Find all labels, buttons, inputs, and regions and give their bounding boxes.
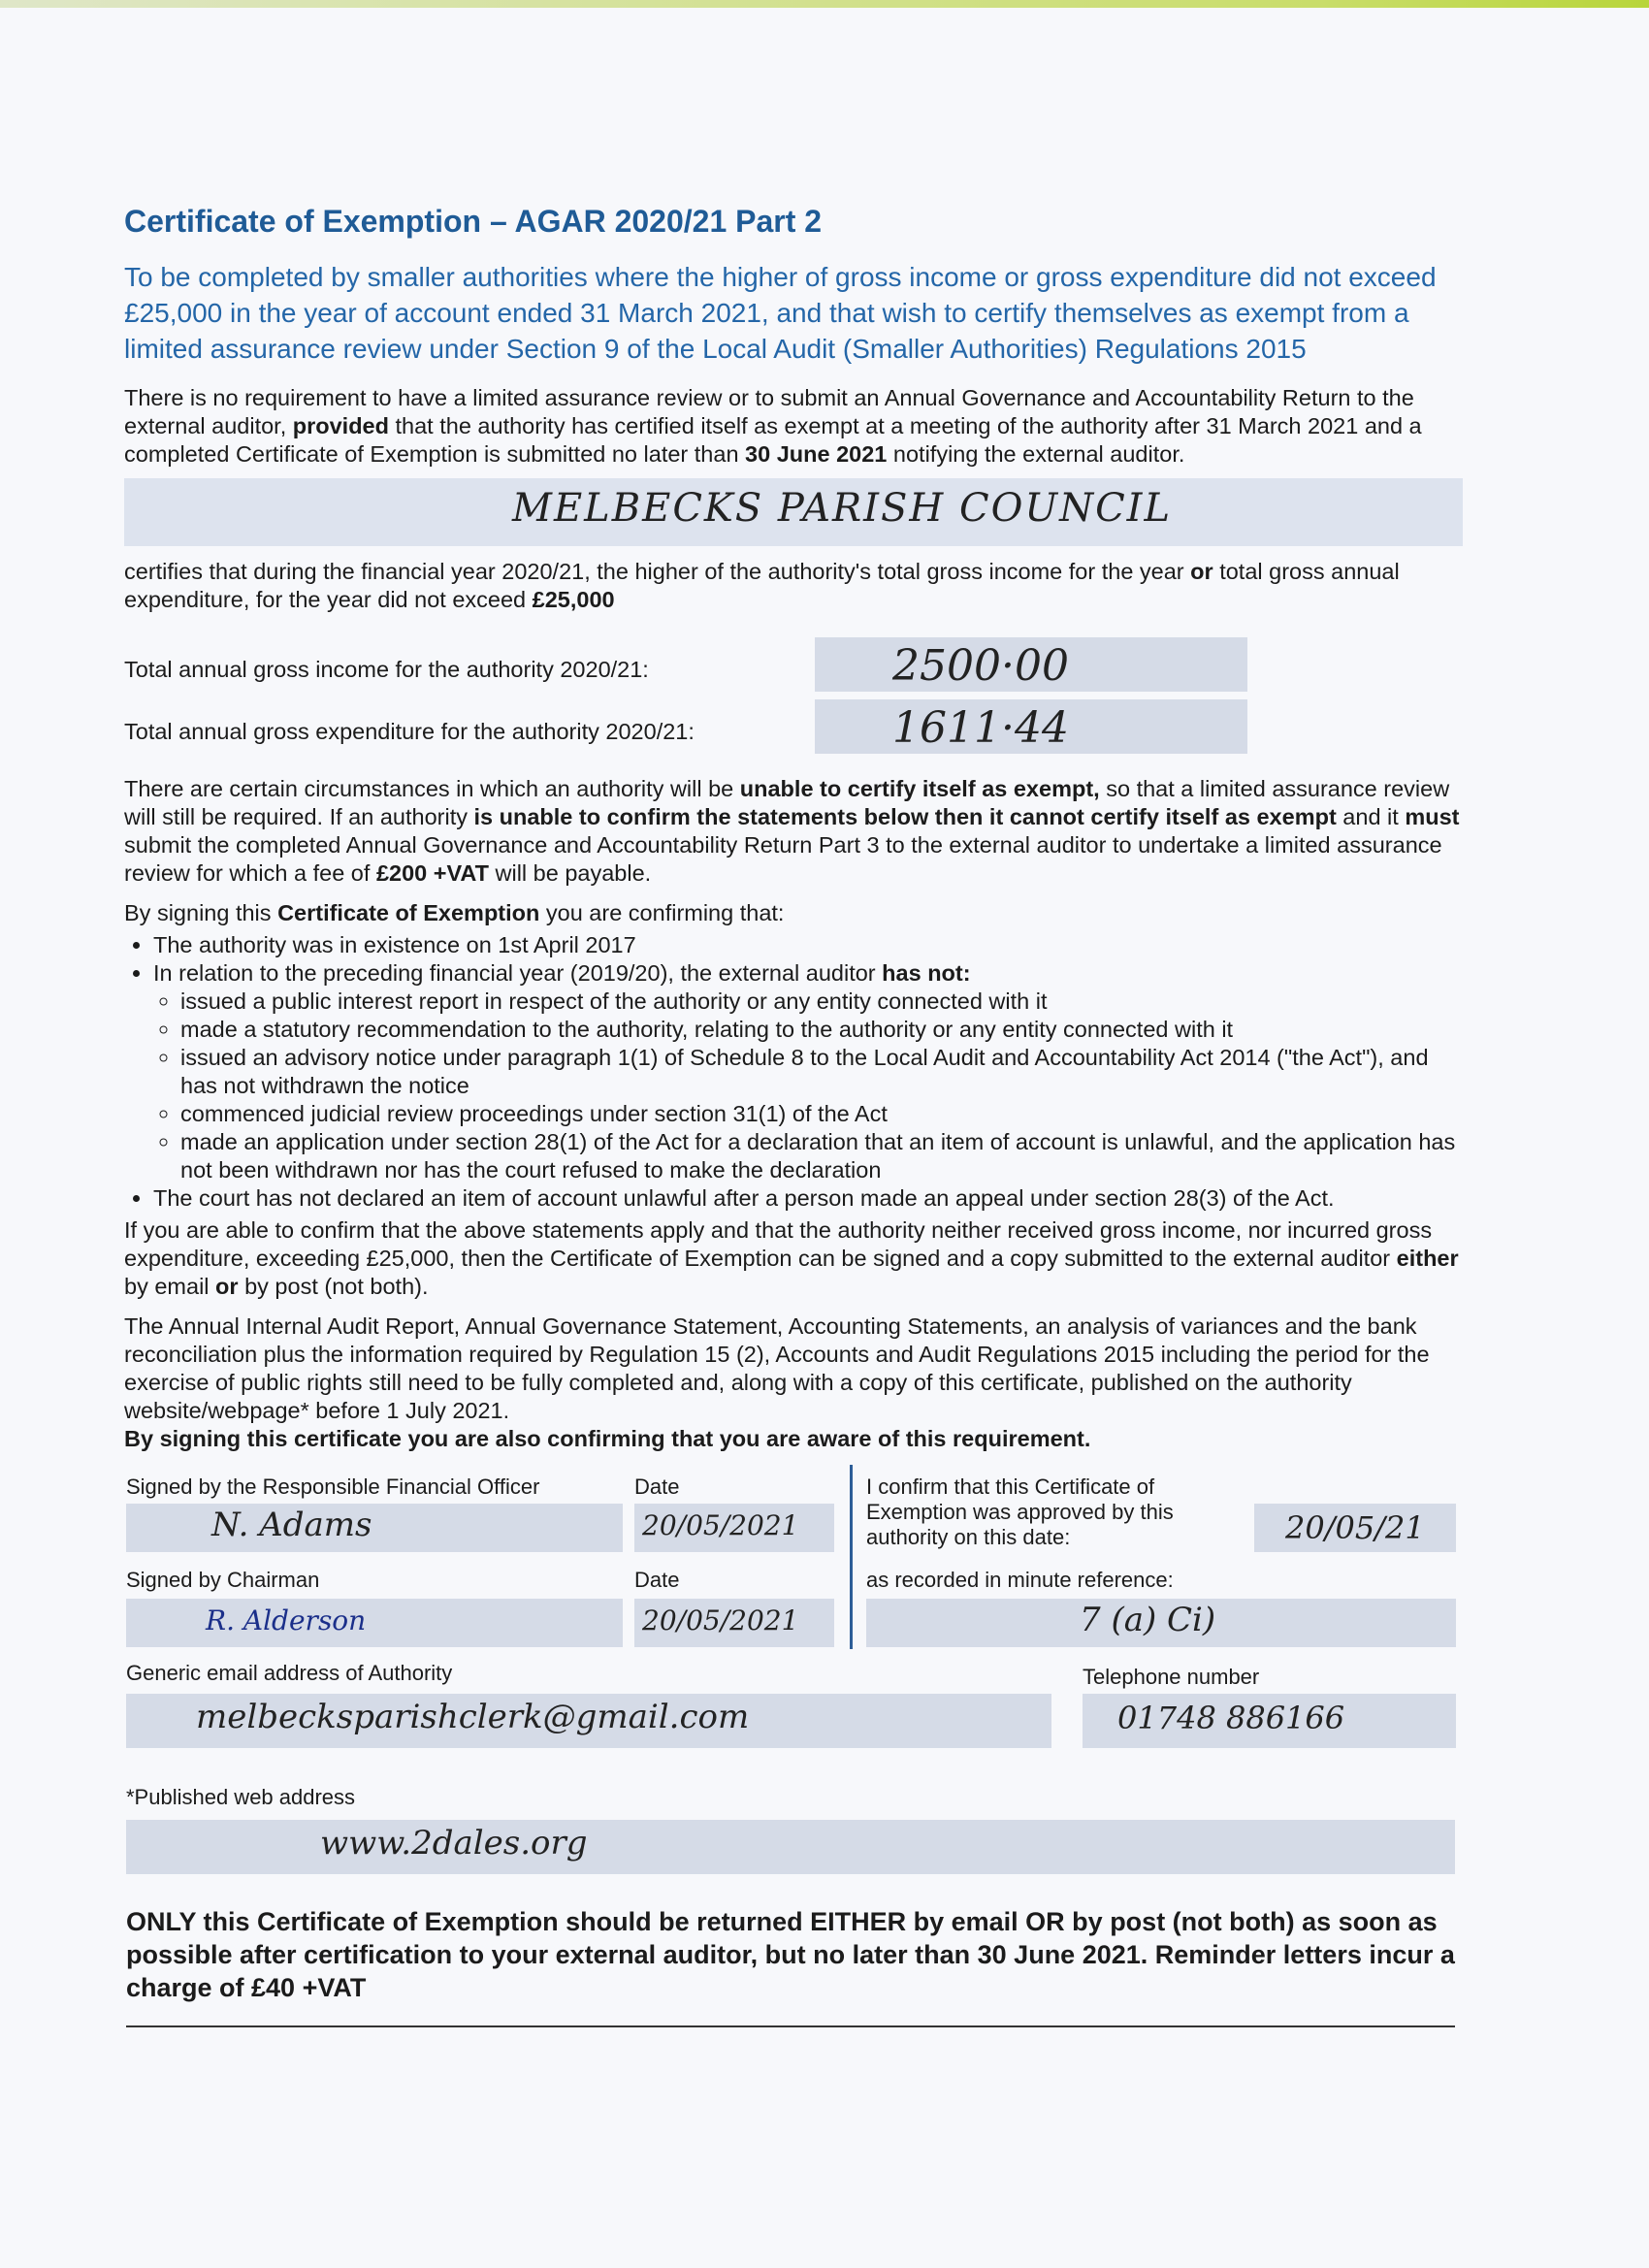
income-row [124, 637, 1463, 699]
chair-date: 20/05/2021 [642, 1604, 799, 1636]
certifies-paragraph: certifies that during the financial year 2020/21, the higher of the authority's total gross income for the year or total gross annual expenditure, for the year did not exceed £25,000 [124, 559, 1400, 612]
confirming-paragraph: By signing this Certificate of Exemption you are confirming that: [124, 900, 785, 925]
list-item: • The court has not declared an item of account unlawful after a person made an appeal under section 28(3) of the Act. [153, 1184, 1463, 1213]
minute-reference-field[interactable] [866, 1599, 1456, 1647]
certificate-content [124, 204, 1463, 2002]
web-value: www.2dales.org [320, 1824, 588, 1863]
totals-section [124, 637, 1463, 761]
list-item: ◦ issued an advisory notice under paragraph 1(1) of Schedule 8 to the Local Audit and Accountability Act 2014 ("the Act"), and has not withdrawn the notice [180, 1044, 1463, 1100]
email-field[interactable] [126, 1694, 1051, 1748]
publication-paragraph: The Annual Internal Audit Report, Annual Governance Statement, Accounting Statements, an analysis of variances and the bank reconciliation plus the information required by Regulation 15 (2), Accounts and Audit Regulations 2015 including the period for the exercise of public rights still need to be fully completed and, along with a copy of this certificate, published on the authority website/webpage* before 1 July 2021. [124, 1313, 1430, 1423]
approval-label: I confirm that this Certificate of Exemption was approved by this authority on this date: [866, 1474, 1174, 1549]
page-title: Certificate of Exemption – AGAR 2020/21 Part 2 [124, 204, 823, 239]
list-item: ◦ made an application under section 28(1) of the Act for a declaration that an item of account is unlawful, and the application has not been withdrawn nor has the court refused to make the declaration [180, 1128, 1463, 1184]
chair-signature: R. Alderson [206, 1604, 367, 1636]
list-item: ◦ issued a public interest report in respect of the authority or any entity connected with it [180, 988, 1463, 1016]
expenditure-row [124, 699, 1463, 761]
auditor-sublist [153, 988, 1463, 1184]
phone-field[interactable] [1083, 1694, 1456, 1748]
web-address-section [124, 1785, 1463, 2002]
confirmation-list [124, 931, 1463, 1213]
email-value: melbecksparishclerk@gmail.com [196, 1698, 750, 1736]
approval-date-field[interactable] [1254, 1504, 1456, 1552]
phone-label: Telephone number [1083, 1665, 1260, 1689]
minute-reference: 7 (a) Ci) [1080, 1601, 1216, 1639]
chair-label: Signed by Chairman [126, 1568, 320, 1592]
top-edge-strip [0, 0, 1649, 8]
circumstances-paragraph: There are certain circumstances in which an authority will be unable to certify itself as exempt, so that a limited assurance review will still be required. If an authority is unable to confirm the statements below then it cannot certify itself as exempt and it must submit the completed Annual Governance and Accountability Return Part 3 to the external auditor to undertake a limited assurance review for which a fee of £200 +VAT will be payable. [124, 776, 1460, 886]
rfo-date: 20/05/2021 [642, 1509, 799, 1541]
minute-label: as recorded in minute reference: [866, 1568, 1174, 1592]
intro-text: To be completed by smaller authorities where the higher of gross income or gross expenditure did not exceed £25,000 in the year of account ended 31 March 2021, and that wish to certify themselves as exempt from a limited assurance review under Section 9 of the Local Audit (Smaller Authorities) Regulations 2015 [124, 262, 1437, 364]
list-item: ◦ commenced judicial review proceedings under section 31(1) of the Act [180, 1100, 1463, 1128]
authority-name-field[interactable] [124, 478, 1463, 546]
chair-signature-field[interactable] [126, 1599, 623, 1647]
approval-date: 20/05/21 [1285, 1509, 1425, 1546]
list-item: • The authority was in existence on 1st April 2017 [153, 931, 1463, 959]
chair-date-field[interactable] [634, 1599, 834, 1647]
email-label: Generic email address of Authority [126, 1661, 453, 1685]
rfo-date-field[interactable] [634, 1504, 834, 1552]
web-label: *Published web address [126, 1785, 356, 1809]
awareness-statement: By signing this certificate you are also confirming that you are aware of this requirement. [124, 1426, 1091, 1451]
signature-divider [850, 1465, 853, 1649]
rfo-date-label: Date [634, 1474, 680, 1499]
list-item: ◦ made a statutory recommendation to the authority, relating to the authority or any entity connected with it [180, 1016, 1463, 1044]
income-field[interactable] [815, 637, 1247, 692]
phone-value: 01748 886166 [1117, 1700, 1345, 1736]
bottom-rule [126, 2025, 1455, 2027]
confirm-statements-paragraph: If you are able to confirm that the above statements apply and that the authority neither received gross income, nor incurred gross expenditure, exceeding £25,000, then the Certificate of Exemption can be signed and a copy submitted to the external auditor either by email or by post (not both). [124, 1217, 1459, 1299]
return-instructions: ONLY this Certificate of Exemption should be returned EITHER by email OR by post (not both) as soon as possible after certification to your external auditor, but no later than 30 June 2021. Reminder letters incur a charge of £40 +VAT [126, 1907, 1455, 2002]
expenditure-field[interactable] [815, 699, 1247, 754]
income-label: Total annual gross income for the authority 2020/21: [124, 657, 649, 682]
expenditure-label: Total annual gross expenditure for the authority 2020/21: [124, 719, 695, 744]
signature-section [124, 1465, 1463, 1785]
rfo-label: Signed by the Responsible Financial Officer [126, 1474, 540, 1499]
web-address-field[interactable] [126, 1820, 1455, 1874]
authority-name: MELBECKS PARISH COUNCIL [512, 486, 1173, 531]
expenditure-value: 1611·44 [892, 703, 1069, 753]
rfo-signature-field[interactable] [126, 1504, 623, 1552]
rfo-signature: N. Adams [211, 1506, 372, 1544]
chair-date-label: Date [634, 1568, 680, 1592]
list-item: • In relation to the preceding financial year (2019/20), the external auditor has not: ◦ issued a public interest report in respect of the authority or any entity connected with it ◦ made a statutory recommendation to the authority, relating to the authority or any entity connected with it ◦ issued an advisory notice under paragraph 1(1) of Schedule 8 to the Local Audit and Accountability Act 2014 ("the Act"), and has not withdrawn the notice ◦ commenced judicial review proceedings under section 31(1) of the Act ◦ made an application under section 28(1) of the Act for a declaration that an item of account is unlawful, and the application has not been withdrawn nor has the court refused to make the declaration [153, 959, 1463, 1184]
income-value: 2500·00 [892, 641, 1069, 691]
requirement-paragraph: There is no requirement to have a limited assurance review or to submit an Annual Governance and Accountability Return to the external auditor, provided that the authority has certified itself as exempt at a meeting of the authority after 31 March 2021 and a completed Certificate of Exemption is submitted no later than 30 June 2021 notifying the external auditor. [124, 385, 1422, 467]
